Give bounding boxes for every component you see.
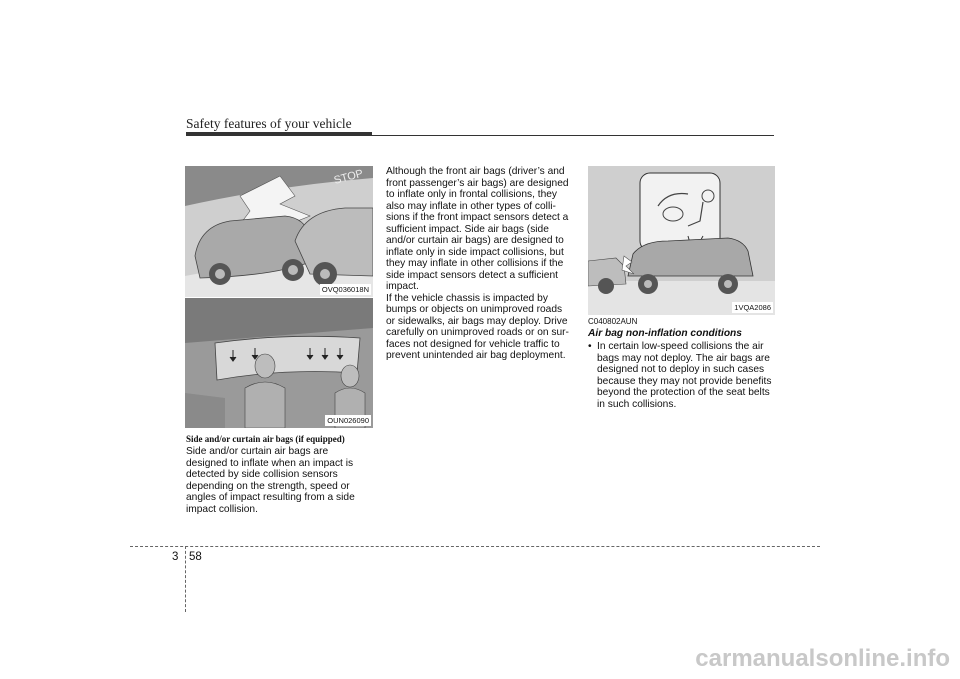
text-line: angles of impact resulting from a side [186, 492, 355, 503]
text-line: because they may not provide benefits [597, 375, 772, 387]
section-heading: Air bag non-inflation conditions [588, 328, 742, 339]
bullet-item [588, 341, 775, 410]
rear-collision-illustration [588, 166, 775, 315]
text-line: If the vehicle chassis is impacted by [386, 292, 548, 304]
text-line: carefully on unimproved roads or on sur- [386, 327, 569, 338]
curtain-airbag-illustration [185, 298, 373, 428]
text-line: impact collision. [186, 503, 258, 515]
figure-front-collision [185, 166, 373, 297]
text-line: bumps or objects on unimproved roads [386, 304, 563, 315]
figure-code: OVQ036018N [321, 285, 369, 294]
text-line: they may inflate in other collisions if the [386, 258, 564, 269]
figure-rear-collision [588, 166, 775, 315]
text-line: to inflate only in frontal collisions, they [386, 189, 558, 200]
text-line: designed not to deploy in such cases [597, 364, 765, 375]
text-line: faces not designed for vehicle traffic to [386, 338, 560, 350]
text-line: beyond the protection of the seat belts [597, 387, 770, 398]
chapter-number: 3 [172, 551, 179, 563]
text-line: in such collisions. [597, 398, 677, 410]
left-body-text [186, 446, 373, 515]
text-line: or sidewalks, air bags may deploy. Drive [386, 315, 568, 327]
header-rule-thin [186, 135, 774, 136]
section-caption: Side and/or curtain air bags (if equipped) [186, 434, 345, 444]
front-collision-illustration [185, 166, 373, 297]
watermark: carmanualsonline.info [695, 645, 950, 672]
footer-rule [130, 546, 820, 547]
figure-code: 1VQA2086 [734, 303, 771, 312]
bullet-dot-icon: • [588, 341, 592, 352]
text-line: sions if the front impact sensors detect a [386, 212, 569, 223]
middle-body-text [386, 166, 574, 362]
text-line: depending on the strength, speed or [186, 480, 350, 492]
text-line: bags may not deploy. The air bags are [597, 352, 770, 364]
text-line: prevent unintended air bag deployment. [386, 350, 566, 361]
text-line: front passenger’s air bags) are designed [386, 177, 569, 189]
text-line: Although the front air bags (driver’s and [386, 166, 565, 177]
section-code: C040802AUN [588, 317, 638, 326]
text-line: detected by side collision sensors [186, 469, 338, 480]
footer-divider [185, 546, 186, 612]
page-header-title: Safety features of your vehicle [186, 116, 352, 131]
text-line: sufficient impact. Side air bags (side [386, 223, 549, 235]
text-line: Side and/or curtain air bags are [186, 446, 329, 457]
text-line: inflate only in side impact collisions, but [386, 246, 564, 258]
text-line: side impact sensors detect a sufficient [386, 269, 558, 281]
figure-code: OUN026090 [327, 416, 369, 425]
page-number: 58 [189, 551, 202, 563]
svg-text:STOP: STOP [332, 167, 365, 187]
text-line: also may inflate in other types of colli- [386, 200, 556, 212]
text-line: In certain low-speed collisions the air [597, 341, 764, 352]
text-line: impact. [386, 281, 419, 292]
text-line: and/or curtain air bags) are designed to [386, 235, 564, 246]
text-line: designed to inflate when an impact is [186, 457, 354, 469]
figure-curtain-airbag [185, 298, 373, 428]
